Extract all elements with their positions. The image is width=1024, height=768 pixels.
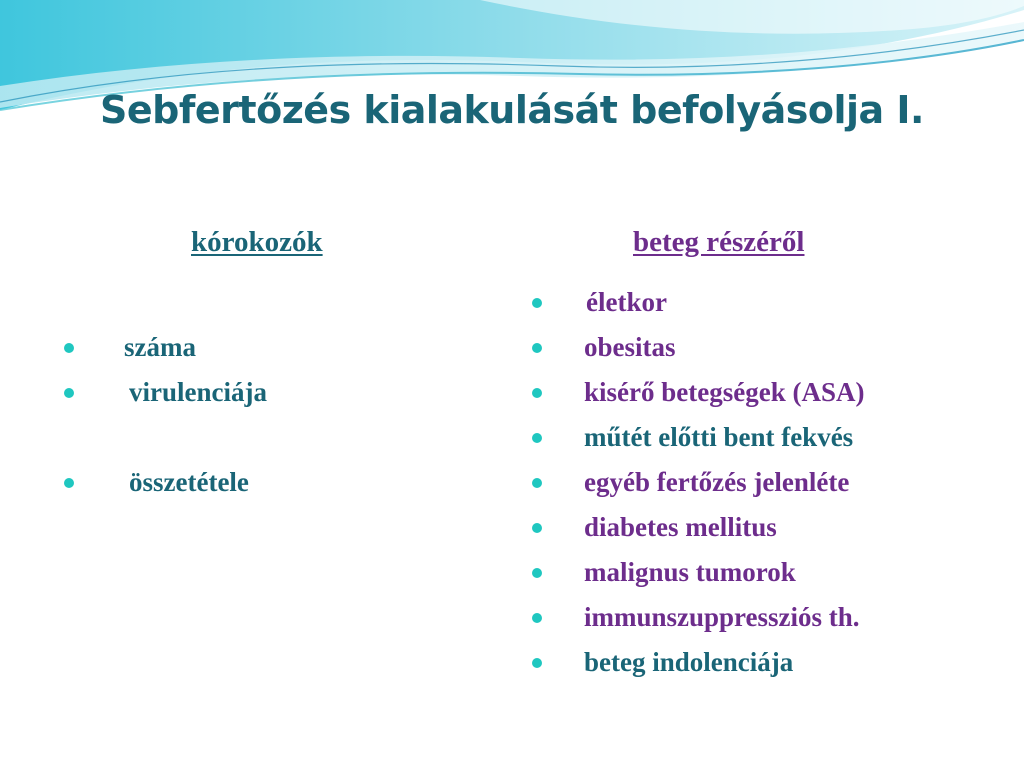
list-item-text: egyéb fertőzés jelenléte xyxy=(584,467,850,497)
list-item-text: kisérő betegségek (ASA) xyxy=(584,377,865,407)
bullet-icon xyxy=(532,343,542,353)
list-item-text: száma xyxy=(124,332,196,362)
list-item-text: malignus tumorok xyxy=(584,557,796,587)
bullet-icon xyxy=(532,298,542,308)
left-column-heading: kórokozók xyxy=(191,226,323,258)
list-item-text: immunszuppressziós th. xyxy=(584,602,860,632)
list-item-text: műtét előtti bent fekvés xyxy=(584,422,854,452)
list-item-text: életkor xyxy=(586,287,667,317)
bullet-icon xyxy=(532,658,542,668)
bullet-icon xyxy=(532,523,542,533)
right-column-heading: beteg részéről xyxy=(633,226,805,258)
list-item-text: összetétele xyxy=(129,467,249,497)
list-item-text: obesitas xyxy=(584,332,676,362)
list-item-text: virulenciája xyxy=(129,377,267,407)
bullet-icon xyxy=(532,568,542,578)
bullet-icon xyxy=(532,433,542,443)
bullet-icon xyxy=(532,478,542,488)
slide-title: Sebfertőzés kialakulását befolyásolja I. xyxy=(100,88,924,132)
list-item-text: diabetes mellitus xyxy=(584,512,777,542)
bullet-icon xyxy=(532,613,542,623)
list-item-text: beteg indolenciája xyxy=(584,647,794,677)
bullet-icon xyxy=(532,388,542,398)
